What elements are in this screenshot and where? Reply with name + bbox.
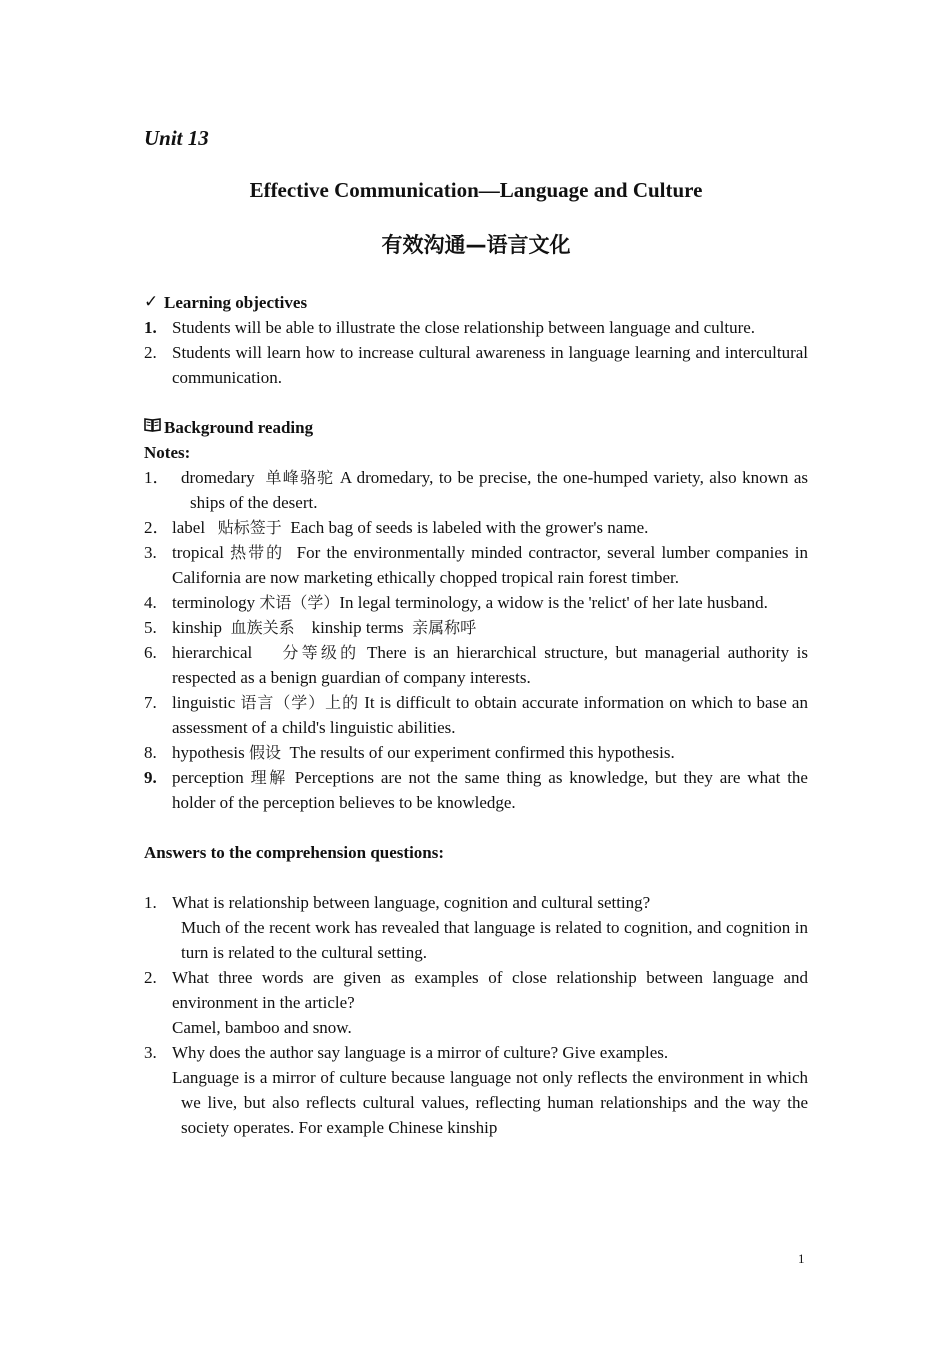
term: perception — [172, 768, 244, 787]
list-item — [144, 590, 808, 615]
list-number: 1. — [144, 318, 157, 337]
term: tropical — [172, 543, 224, 562]
question: Why does the author say language is a mirror of culture? Give examples. — [172, 1043, 669, 1062]
list-number: 1． — [144, 468, 170, 487]
example: A dromedary, to be precise, the one-humped variety, also known as ships of the desert. — [190, 468, 809, 512]
list-item — [144, 340, 808, 390]
example: There is an hierarchical structure, but managerial authority is respected as a benign guardian of company interests. — [172, 643, 809, 687]
list-number: 3. — [144, 543, 157, 562]
term: hierarchical — [172, 643, 253, 662]
example: For the environmentally minded contractor, several lumber companies in California are now marketing ethically chopped tropical rain forest timber. — [172, 543, 809, 587]
term-chinese: 分等级的 — [282, 643, 360, 662]
term: linguistic — [172, 693, 236, 712]
list-item — [144, 765, 808, 815]
term: terminology — [172, 593, 256, 612]
list-number: 2. — [144, 343, 157, 362]
page-title: Effective Communication—Language and Culture — [249, 178, 703, 202]
notes-label: Notes: — [144, 443, 191, 462]
checkmark-icon: ✓ — [144, 292, 159, 312]
term-chinese: 贴标签于 — [217, 518, 282, 537]
objectives-heading — [144, 290, 808, 315]
background-heading-label: Background reading — [164, 418, 314, 437]
objectives-heading-label: Learning objectives — [164, 293, 308, 312]
list-number: 2. — [144, 968, 157, 987]
list-item — [144, 740, 808, 765]
list-item — [144, 615, 808, 640]
page-number: 1 — [798, 1251, 805, 1266]
term-chinese: 理解 — [250, 768, 288, 787]
list-text — [172, 890, 808, 965]
list-text — [172, 765, 808, 815]
list-item — [144, 890, 808, 965]
term-chinese: 术语（学） — [259, 593, 340, 612]
list-item — [144, 315, 808, 340]
list-text — [172, 965, 808, 1040]
answer: Camel, bamboo and snow. — [172, 1018, 352, 1037]
list-text — [172, 515, 808, 540]
list-text — [172, 590, 808, 615]
unit-label: Unit 13 — [144, 126, 209, 150]
term-chinese: 假设 — [248, 743, 281, 762]
list-text — [172, 615, 808, 640]
list-text: Students will be able to illustrate the close relationship between language and culture. — [172, 318, 756, 337]
background-heading — [144, 415, 808, 440]
term-chinese: 热带的 — [230, 543, 285, 562]
list-text — [172, 640, 808, 690]
example: Each bag of seeds is labeled with the grower's name. — [290, 518, 649, 537]
list-item — [144, 540, 808, 590]
example: In legal terminology, a widow is the 'relict' of her late husband. — [339, 593, 768, 612]
list-number: 1. — [144, 893, 157, 912]
list-text — [172, 1040, 808, 1140]
answer: Much of the recent work has revealed that language is related to cognition, and cognition in turn is related to the cultural setting. — [181, 918, 808, 962]
list-item — [144, 640, 808, 690]
list-item — [144, 690, 808, 740]
notes-list — [144, 465, 808, 815]
example: The results of our experiment confirmed this hypothesis. — [289, 743, 675, 762]
question: What three words are given as examples of close relationship between language and environment in the article? — [172, 968, 808, 1012]
list-number: 4. — [144, 593, 157, 612]
list-number: 3. — [144, 1043, 157, 1062]
list-text — [172, 540, 808, 590]
term: hypothesis — [172, 743, 245, 762]
list-number: 8. — [144, 743, 157, 762]
page-title-chinese: 有效沟通—语言文化 — [381, 233, 571, 257]
list-number: 7. — [144, 693, 157, 712]
list-number: 6. — [144, 643, 157, 662]
document-body — [144, 290, 808, 1140]
list-text — [181, 465, 808, 515]
term-chinese: 单峰骆驼 — [265, 468, 335, 487]
example: It is difficult to obtain accurate information on which to base an assessment of a child's linguistic abilities. — [172, 693, 808, 737]
term-chinese: 血族关系 — [230, 618, 295, 637]
question: What is relationship between language, cognition and cultural setting? — [172, 893, 651, 912]
list-item — [144, 1040, 808, 1140]
term: kinship — [172, 618, 223, 637]
list-text: Students will learn how to increase cultural awareness in language learning and intercultural communication. — [172, 343, 808, 387]
term-chinese: 语言（学）上的 — [240, 693, 359, 712]
list-item — [144, 965, 808, 1040]
term: label — [172, 518, 206, 537]
term: dromedary — [181, 468, 255, 487]
term-chinese-2: 亲属称呼 — [412, 618, 477, 637]
list-text — [172, 690, 808, 740]
list-number: 5. — [144, 618, 157, 637]
answer: Language is a mirror of culture because language not only reflects the environment in which we live, but also reflects cultural values, reflecting human relationships and the way the society operates. For example Chinese kinship — [172, 1068, 808, 1137]
list-text — [172, 740, 808, 765]
objectives-list — [144, 315, 808, 390]
list-item — [144, 515, 808, 540]
answers-list — [144, 890, 808, 1140]
list-number: 2． — [144, 518, 170, 537]
example: Perceptions are not the same thing as knowledge, but they are what the holder of the perception believes to be knowledge. — [172, 768, 808, 812]
list-number: 9. — [144, 768, 157, 787]
book-icon — [144, 415, 164, 440]
example: kinship terms — [311, 618, 404, 637]
list-item — [144, 465, 808, 515]
answers-heading: Answers to the comprehension questions: — [144, 843, 445, 862]
